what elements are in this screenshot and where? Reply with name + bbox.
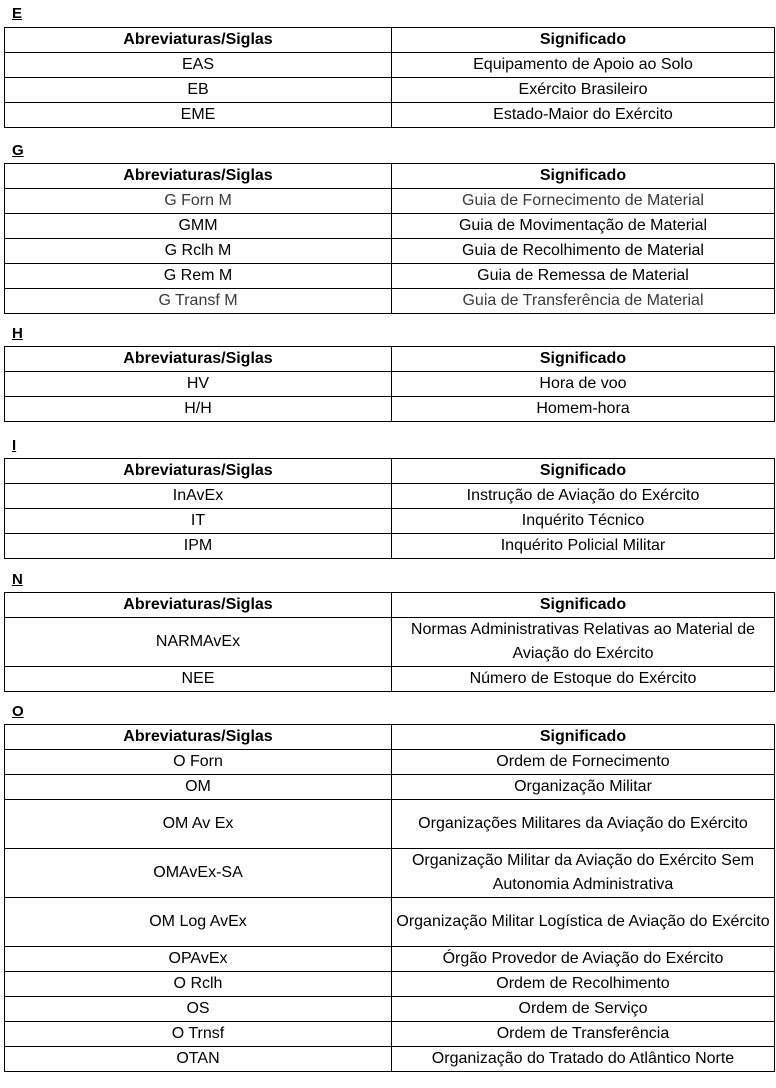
table-row (5, 534, 775, 559)
table-header-row (5, 164, 775, 189)
abbr-cell: IPM (5, 534, 392, 559)
table-row (5, 775, 775, 800)
header-meaning: Significado (392, 28, 775, 53)
abbr-cell: IT (5, 509, 392, 534)
table-row (5, 372, 775, 397)
abbr-cell: HV (5, 372, 392, 397)
table-header-row (5, 459, 775, 484)
section-letter-n: N (12, 571, 23, 588)
table-section-o (4, 724, 775, 1072)
abbr-cell: G Transf M (5, 289, 392, 314)
table-header-row (5, 28, 775, 53)
abbr-cell: InAvEx (5, 484, 392, 509)
abbr-cell: O Trnsf (5, 1022, 392, 1047)
abbr-cell: OPAvEx (5, 947, 392, 972)
meaning-cell: Guia de Recolhimento de Material (392, 239, 775, 264)
abbr-cell: O Forn (5, 750, 392, 775)
header-meaning: Significado (392, 459, 775, 484)
table-section-g (4, 163, 775, 314)
abbr-cell: G Forn M (5, 189, 392, 214)
meaning-cell: Ordem de Fornecimento (392, 750, 775, 775)
table-section-e (4, 27, 775, 128)
section-letter-i: I (12, 437, 17, 454)
meaning-cell: Estado-Maior do Exército (392, 103, 775, 128)
header-abbr: Abreviaturas/Siglas (5, 593, 392, 618)
table-row (5, 189, 775, 214)
meaning-cell: Organização Militar da Aviação do Exército Sem Autonomia Administrativa (392, 849, 775, 898)
section-letter-o: O (12, 703, 24, 720)
table-row (5, 898, 775, 947)
abbr-cell: NEE (5, 667, 392, 692)
section-letter-g: G (12, 142, 24, 159)
meaning-cell: Hora de voo (392, 372, 775, 397)
table-row (5, 997, 775, 1022)
abbr-cell: EAS (5, 53, 392, 78)
meaning-cell: Organização Militar Logística de Aviação do Exército (392, 898, 775, 947)
meaning-cell: Organização do Tratado do Atlântico Norte (392, 1047, 775, 1072)
table-row (5, 214, 775, 239)
meaning-cell: Normas Administrativas Relativas ao Material de Aviação do Exército (392, 618, 775, 667)
abbr-cell: OM Log AvEx (5, 898, 392, 947)
header-abbr: Abreviaturas/Siglas (5, 164, 392, 189)
meaning-cell: Ordem de Transferência (392, 1022, 775, 1047)
abbr-cell: OMAvEx-SA (5, 849, 392, 898)
table-row (5, 800, 775, 849)
meaning-cell: Ordem de Recolhimento (392, 972, 775, 997)
abbr-cell: EB (5, 78, 392, 103)
header-meaning: Significado (392, 164, 775, 189)
table-row (5, 1022, 775, 1047)
abbr-cell: G Rem M (5, 264, 392, 289)
meaning-cell: Inquérito Policial Militar (392, 534, 775, 559)
header-meaning: Significado (392, 725, 775, 750)
header-meaning: Significado (392, 347, 775, 372)
meaning-cell: Exército Brasileiro (392, 78, 775, 103)
meaning-cell: Órgão Provedor de Aviação do Exército (392, 947, 775, 972)
meaning-cell: Número de Estoque do Exército (392, 667, 775, 692)
header-abbr: Abreviaturas/Siglas (5, 28, 392, 53)
table-row (5, 667, 775, 692)
table-row (5, 618, 775, 667)
header-abbr: Abreviaturas/Siglas (5, 347, 392, 372)
table-row (5, 53, 775, 78)
meaning-cell: Organização Militar (392, 775, 775, 800)
table-row (5, 239, 775, 264)
table-row (5, 509, 775, 534)
table-row (5, 947, 775, 972)
table-row (5, 1047, 775, 1072)
abbr-cell: NARMAvEx (5, 618, 392, 667)
table-section-i (4, 458, 775, 559)
table-header-row (5, 725, 775, 750)
abbr-cell: OM (5, 775, 392, 800)
meaning-cell: Ordem de Serviço (392, 997, 775, 1022)
abbr-cell: OS (5, 997, 392, 1022)
meaning-cell: Guia de Fornecimento de Material (392, 189, 775, 214)
meaning-cell: Guia de Remessa de Material (392, 264, 775, 289)
meaning-cell: Inquérito Técnico (392, 509, 775, 534)
section-letter-e: E (12, 5, 23, 22)
meaning-cell: Guia de Movimentação de Material (392, 214, 775, 239)
meaning-cell: Equipamento de Apoio ao Solo (392, 53, 775, 78)
table-row (5, 750, 775, 775)
table-row (5, 264, 775, 289)
table-row (5, 484, 775, 509)
table-row (5, 972, 775, 997)
table-row (5, 78, 775, 103)
table-row (5, 397, 775, 422)
abbr-cell: OM Av Ex (5, 800, 392, 849)
abbr-cell: EME (5, 103, 392, 128)
table-section-n (4, 592, 775, 692)
meaning-cell: Guia de Transferência de Material (392, 289, 775, 314)
abbr-cell: O Rclh (5, 972, 392, 997)
abbr-cell: GMM (5, 214, 392, 239)
table-header-row (5, 593, 775, 618)
abbr-cell: H/H (5, 397, 392, 422)
section-letter-h: H (12, 325, 23, 342)
table-row (5, 849, 775, 898)
table-row (5, 103, 775, 128)
meaning-cell: Instrução de Aviação do Exército (392, 484, 775, 509)
header-abbr: Abreviaturas/Siglas (5, 459, 392, 484)
table-row (5, 289, 775, 314)
header-meaning: Significado (392, 593, 775, 618)
table-section-h (4, 346, 775, 422)
abbr-cell: G Rclh M (5, 239, 392, 264)
meaning-cell: Organizações Militares da Aviação do Exército (392, 800, 775, 849)
meaning-cell: Homem-hora (392, 397, 775, 422)
table-header-row (5, 347, 775, 372)
abbr-cell: OTAN (5, 1047, 392, 1072)
header-abbr: Abreviaturas/Siglas (5, 725, 392, 750)
